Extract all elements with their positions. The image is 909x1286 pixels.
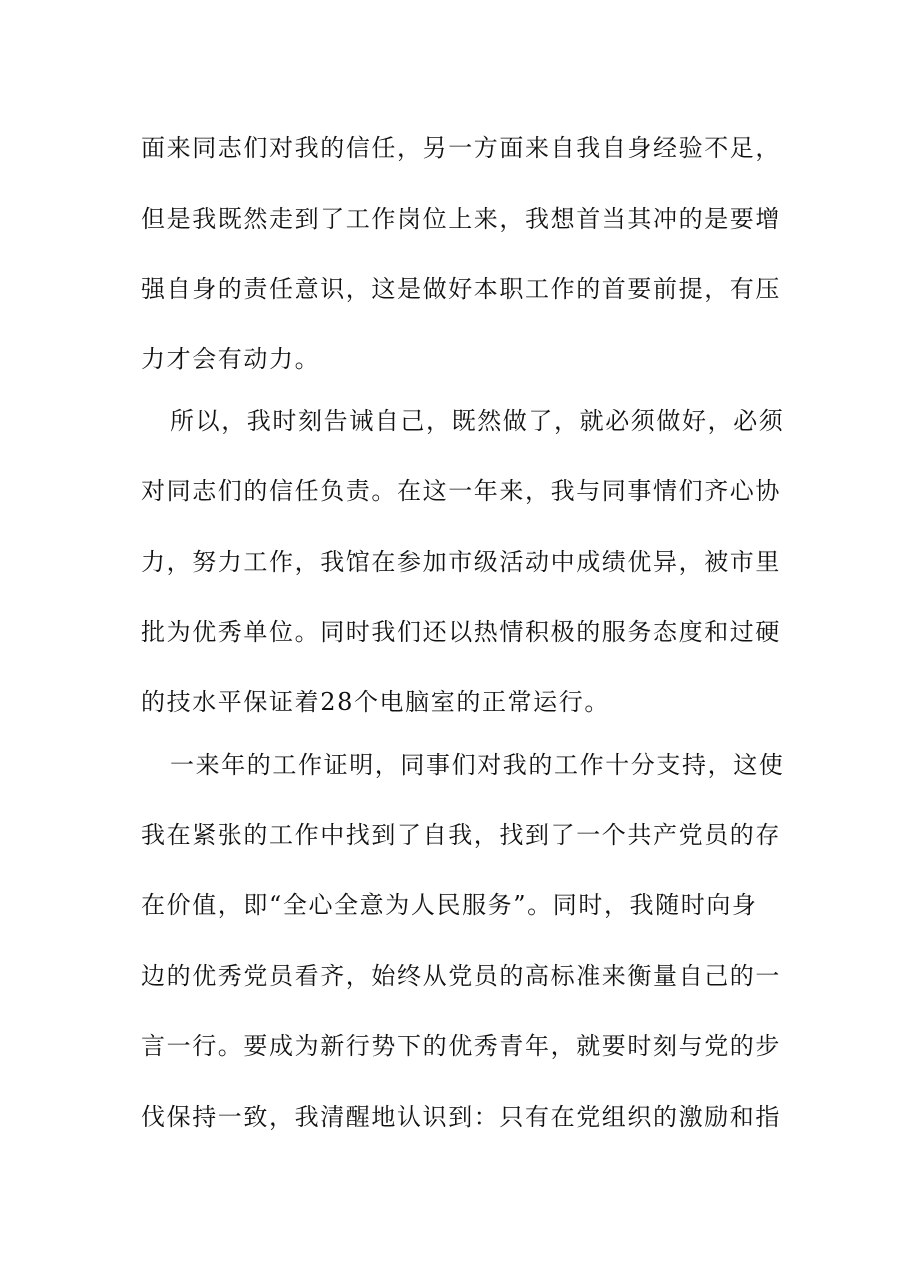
paragraph-first-line: 一来年的工作证明，同事们对我的工作十分支持，这使 (170, 751, 785, 779)
text-line: 边的优秀党员看齐，始终从党员的高标准来衡量自己的一 (141, 962, 781, 990)
text-line: 的技水平保证着28个电脑室的正常运行。 (141, 688, 610, 716)
paragraph-first-line: 所以，我时刻告诫自己，既然做了，就必须做好，必须 (170, 407, 785, 435)
text-line: 言一行。要成为新行势下的优秀青年，就要时刻与党的步 (141, 1032, 781, 1060)
text-line: 面来同志们对我的信任，另一方面来自我自身经验不足， (141, 134, 781, 162)
text-line: 在价值，即“全心全意为人民服务”。同时，我随时向身 (141, 891, 758, 919)
text-line: 强自身的责任意识，这是做好本职工作的首要前提，有压 (141, 275, 781, 303)
text-line: 伐保持一致，我清醒地认识到：只有在党组织的激励和指 (141, 1103, 781, 1131)
text-line: 我在紧张的工作中找到了自我，找到了一个共产党员的存 (141, 821, 781, 849)
text-line: 批为优秀单位。同时我们还以热情积极的服务态度和过硬 (141, 618, 781, 646)
text-line: 对同志们的信任负责。在这一年来，我与同事情们齐心协 (141, 477, 781, 505)
text-line: 力，努力工作，我馆在参加市级活动中成绩优异，被市里 (141, 548, 781, 576)
text-line: 但是我既然走到了工作岗位上来，我想首当其冲的是要增 (141, 205, 781, 233)
text-line: 力才会有动力。 (141, 345, 321, 373)
